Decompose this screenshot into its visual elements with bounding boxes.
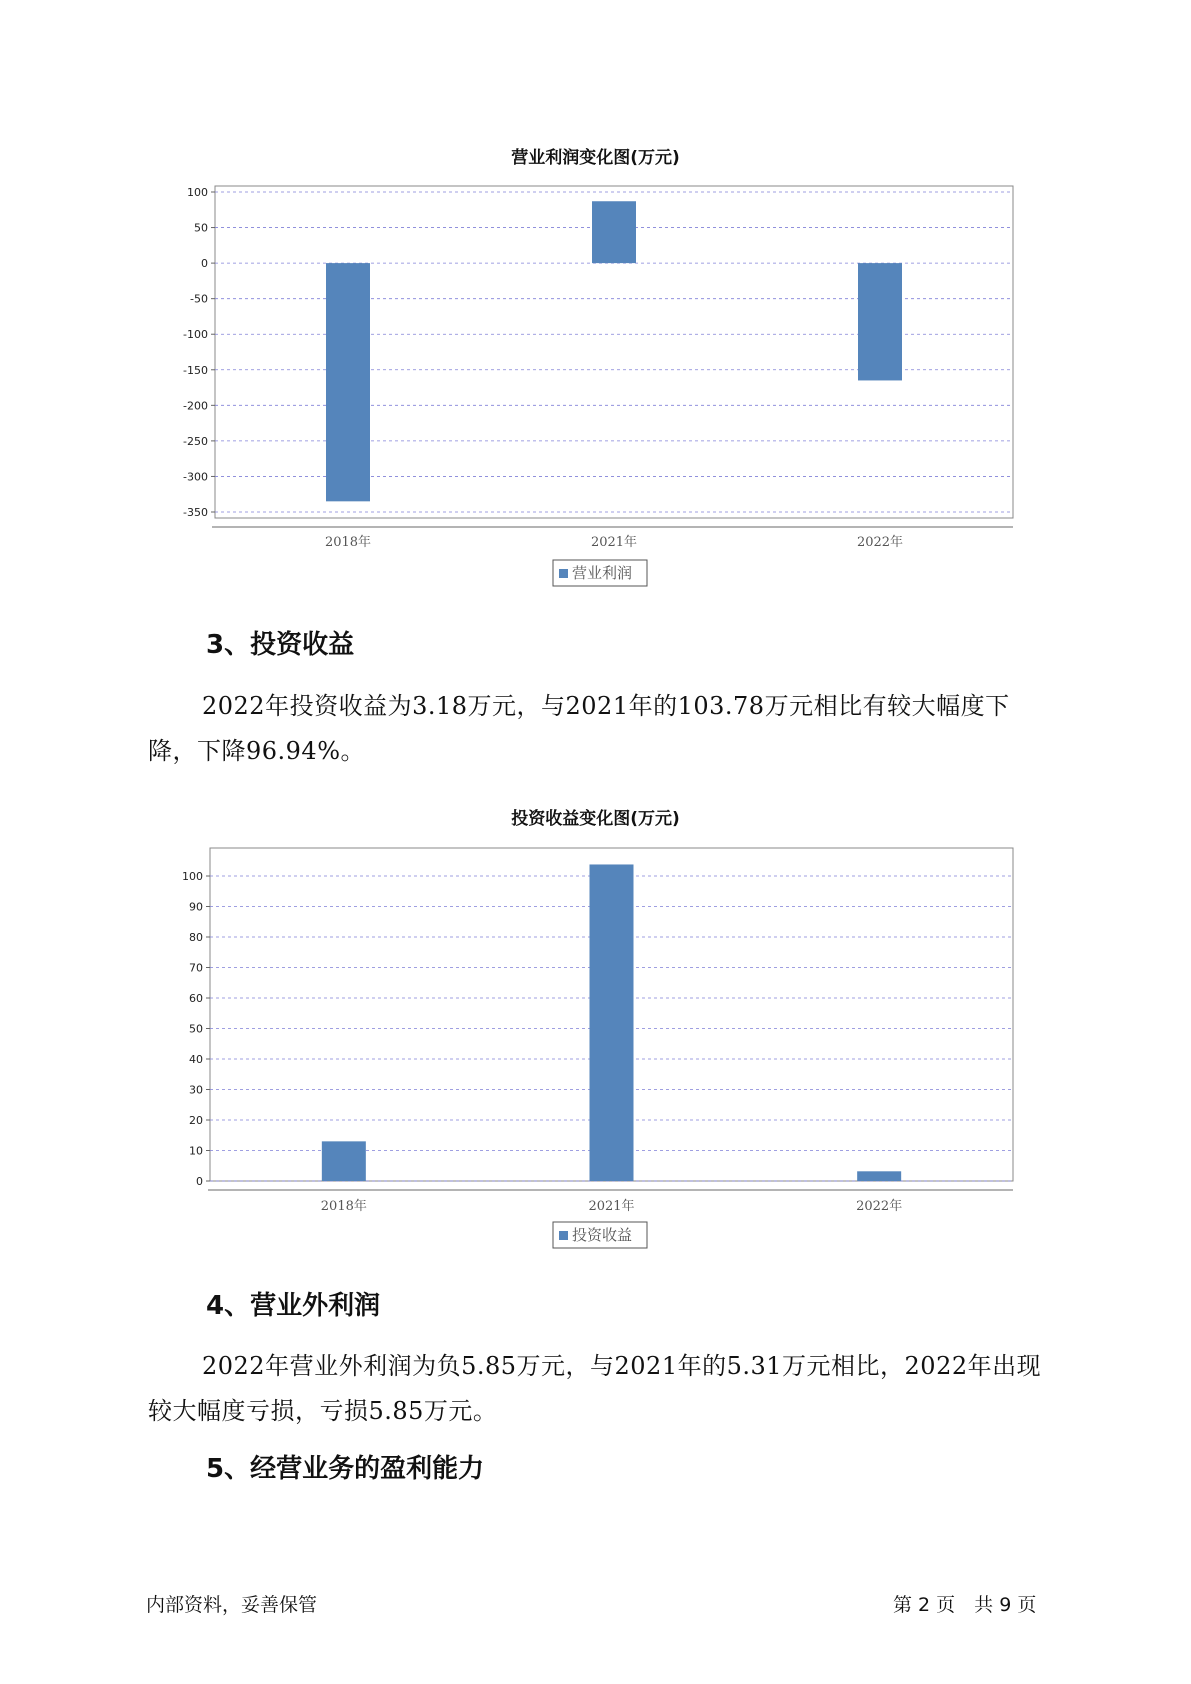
y-tick-label: 50 <box>194 221 208 235</box>
footer-page-number: 第 2 页 共 9 页 <box>893 1594 1037 1616</box>
section3-heading: 3、投资收益 <box>206 630 355 660</box>
x-tick-label: 2021年 <box>590 535 638 550</box>
y-tick-label: 0 <box>196 1175 203 1188</box>
section4-heading: 4、营业外利润 <box>206 1291 381 1321</box>
section5-heading: 5、经营业务的盈利能力 <box>206 1454 485 1484</box>
y-tick-label: 50 <box>189 1022 203 1036</box>
x-tick-label: 2018年 <box>320 1199 367 1214</box>
footer-confidential-note: 内部资料，妥善保管 <box>146 1594 318 1616</box>
y-tick-label: 100 <box>187 186 208 199</box>
y-tick-label: -350 <box>183 506 208 519</box>
legend-label: 营业利润 <box>572 564 633 582</box>
y-tick-label: 0 <box>201 257 208 271</box>
y-tick-label: 80 <box>189 931 203 944</box>
y-tick-label: 40 <box>189 1053 203 1066</box>
legend-swatch <box>559 569 568 578</box>
y-tick-label: -250 <box>183 434 208 448</box>
y-tick-label: 100 <box>182 870 203 883</box>
section3-paragraph: 2022年投资收益为3.18万元，与2021年的103.78万元相比有较大幅度下降，下降96.94%。 <box>148 692 1010 765</box>
y-tick-label: 90 <box>189 900 203 914</box>
bar-2021年 <box>590 864 634 1181</box>
chart2-title: 投资收益变化图(万元) <box>511 809 680 829</box>
y-tick-label: -300 <box>183 470 208 484</box>
x-tick-label: 2022年 <box>856 1199 903 1214</box>
investment-income-chart <box>0 830 1191 1255</box>
x-tick-label: 2021年 <box>588 1199 635 1214</box>
bar-2018年 <box>326 263 370 501</box>
legend-label: 投资收益 <box>572 1226 633 1244</box>
bar-2022年 <box>858 263 902 380</box>
y-tick-label: 30 <box>189 1083 203 1097</box>
y-tick-label: 60 <box>189 992 203 1005</box>
y-tick-label: -150 <box>183 363 208 377</box>
bar-2022年 <box>857 1171 901 1181</box>
chart1-title: 营业利润变化图(万元) <box>511 148 680 168</box>
y-tick-label: 10 <box>189 1144 203 1158</box>
section4-paragraph: 2022年营业外利润为负5.85万元，与2021年的5.31万元相比，2022年出现较大幅度亏损，亏损5.85万元。 <box>148 1352 1042 1425</box>
y-tick-label: 20 <box>189 1114 203 1127</box>
y-tick-label: -100 <box>183 328 208 342</box>
y-tick-label: 70 <box>189 961 203 975</box>
bar-2021年 <box>592 201 636 263</box>
x-tick-label: 2022年 <box>856 535 904 550</box>
y-tick-label: -50 <box>190 292 208 306</box>
bar-2018年 <box>322 1141 366 1181</box>
legend-swatch <box>559 1231 568 1240</box>
operating-profit-chart <box>0 170 1191 590</box>
x-tick-label: 2018年 <box>324 535 372 550</box>
y-tick-label: -200 <box>183 399 208 413</box>
